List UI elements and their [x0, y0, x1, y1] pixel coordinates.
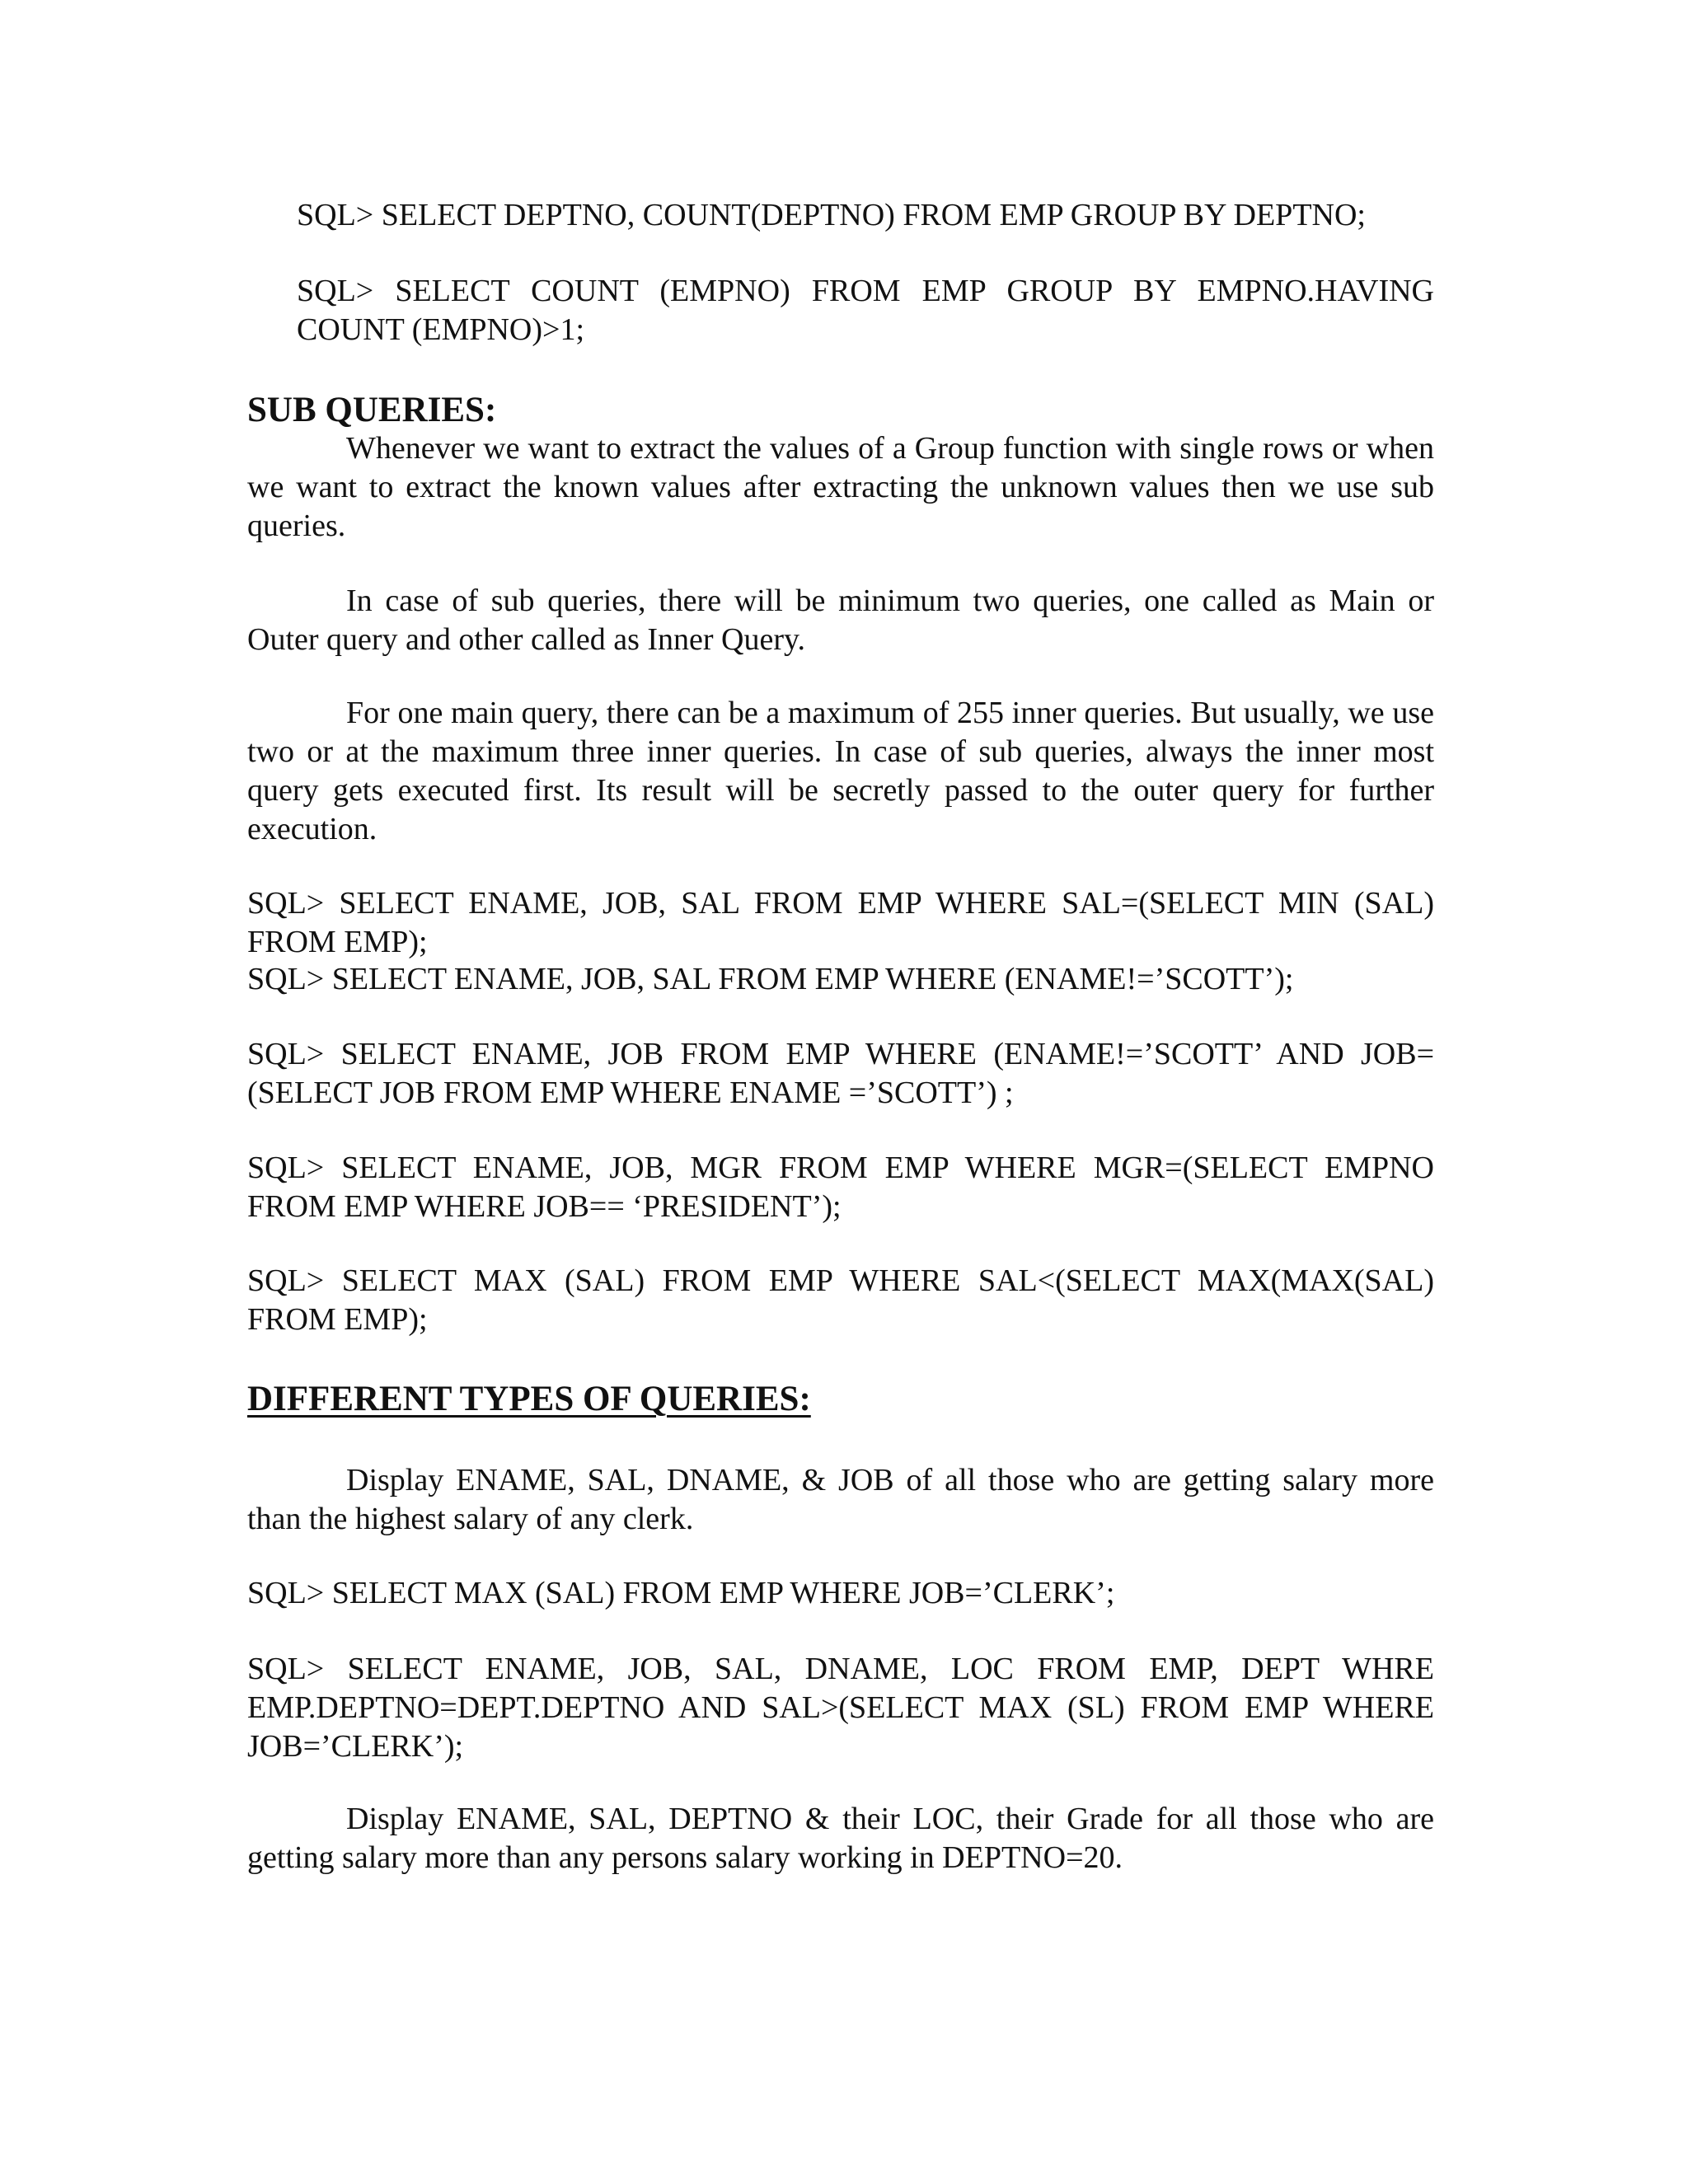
sub-queries-sql-2: SQL> SELECT ENAME, JOB, SAL FROM EMP WHERE (ENAME!=’SCOTT’);: [247, 962, 1294, 996]
different-types-paragraph-2: Display ENAME, SAL, DEPTNO & their LOC, their Grade for all those who are getting salary more than any persons salary working in DEPTNO=20.: [247, 1802, 1434, 1875]
sub-queries-paragraph-3: For one main query, there can be a maximum of 255 inner queries. But usually, we use two or at the maximum three inner queries. In case of sub queries, always the inner most query gets executed first. Its result will be secretly passed to the outer query for further execution.: [247, 696, 1434, 846]
different-types-paragraph-1: Display ENAME, SAL, DNAME, & JOB of all those who are getting salary more than the highest salary of any clerk.: [247, 1463, 1434, 1536]
section-heading-sub-queries: SUB QUERIES:: [247, 391, 497, 429]
section-heading-different-types: DIFFERENT TYPES OF QUERIES:: [247, 1380, 811, 1418]
sub-queries-sql-4: SQL> SELECT ENAME, JOB, MGR FROM EMP WHERE MGR=(SELECT EMPNO FROM EMP WHERE JOB== ‘PRESIDENT’);: [247, 1151, 1434, 1224]
sub-queries-sql-1: SQL> SELECT ENAME, JOB, SAL FROM EMP WHERE SAL=(SELECT MIN (SAL) FROM EMP);: [247, 886, 1434, 959]
sub-queries-sql-3: SQL> SELECT ENAME, JOB FROM EMP WHERE (ENAME!=’SCOTT’ AND JOB= (SELECT JOB FROM EMP WHERE ENAME =’SCOTT’) ;: [247, 1037, 1434, 1110]
sql-query-group-by: SQL> SELECT DEPTNO, COUNT(DEPTNO) FROM EMP GROUP BY DEPTNO;: [297, 198, 1366, 232]
different-types-sql-1: SQL> SELECT MAX (SAL) FROM EMP WHERE JOB=’CLERK’;: [247, 1576, 1115, 1610]
sub-queries-paragraph-2: In case of sub queries, there will be minimum two queries, one called as Main or Outer query and other called as Inner Query.: [247, 583, 1434, 657]
sub-queries-paragraph-1: Whenever we want to extract the values of a Group function with single rows or when we want to extract the known values after extracting the unknown values then we use sub queries.: [247, 431, 1434, 543]
sql-query-having: SQL> SELECT COUNT (EMPNO) FROM EMP GROUP BY EMPNO.HAVING COUNT (EMPNO)>1;: [297, 274, 1434, 347]
different-types-sql-2: SQL> SELECT ENAME, JOB, SAL, DNAME, LOC FROM EMP, DEPT WHRE EMP.DEPTNO=DEPT.DEPTNO AND SAL>(SELECT MAX (SL) FROM EMP WHERE JOB=’CLERK’);: [247, 1652, 1434, 1764]
sub-queries-sql-5: SQL> SELECT MAX (SAL) FROM EMP WHERE SAL<(SELECT MAX(MAX(SAL) FROM EMP);: [247, 1263, 1434, 1337]
